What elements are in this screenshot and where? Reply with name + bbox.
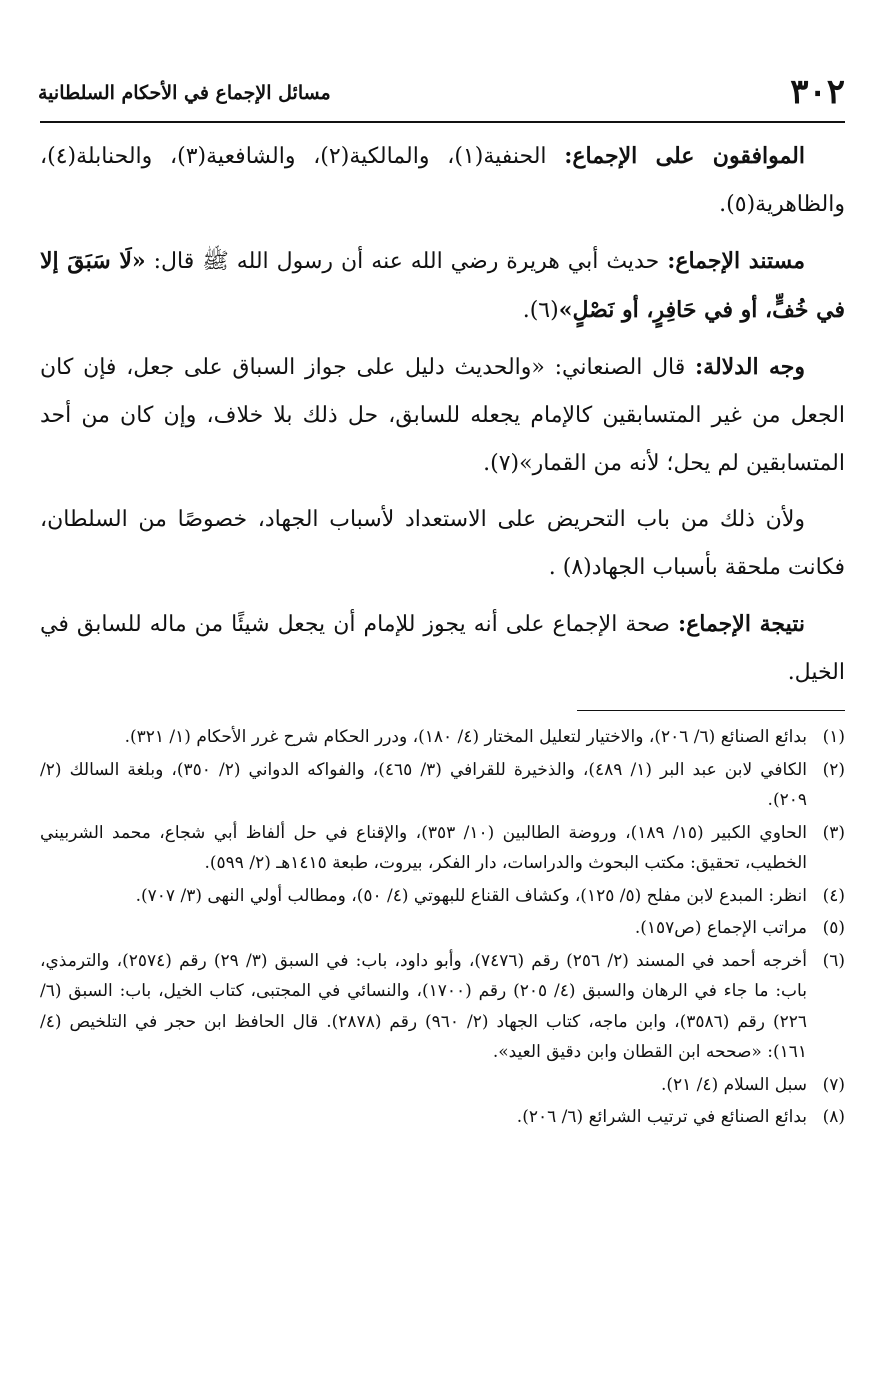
footnote-text: مراتب الإجماع (ص١٥٧). [634, 918, 807, 938]
paragraph-reasoning [40, 496, 845, 592]
footnote-number: (٧) [822, 1074, 845, 1095]
footnote-number: (١) [822, 727, 845, 747]
footnote [40, 1102, 845, 1133]
section-heading: وجه الدلالة: [695, 354, 805, 380]
running-title: مسائل الإجماع في الأحكام السلطانية [38, 82, 331, 104]
paragraph-text: حديث أبي هريرة رضي الله عنه أن رسول الله ﷺ قال: [153, 249, 660, 274]
footnote-number: (٢) [822, 759, 845, 780]
paragraph-text: قال الصنعاني: «والحديث دليل على جواز السباق على جعل، فإن كان الجعل من غير المتسابقين كالإمام يجعله للسابق، حل ذلك بلا خلاف، وإن كان من أحد المتسابقين لم يحل؛ لأنه من القمار»(٧). [40, 355, 845, 476]
paragraph-result [40, 600, 845, 697]
paragraph-text: صحة الإجماع على أنه يجوز للإمام أن يجعل شيئًا من ماله للسابق في الخيل. [40, 612, 845, 685]
footnote [40, 818, 845, 879]
footnote [40, 946, 845, 1068]
footnote-text: انظر: المبدع لابن مفلح (٥/ ١٢٥)، وكشاف القناع للبهوتي (٤/ ٥٠)، ومطالب أولي النهى (٣/ ٧٠٧). [135, 885, 807, 906]
footnote-text: الحاوي الكبير (١٥/ ١٨٩)، وروضة الطالبين (١٠/ ٣٥٣)، والإقناع في حل ألفاظ أبي شجاع، محمد الشربيني الخطيب، تحقيق: مكتب البحوث والدراسات، دار الفكر، بيروت، طبعة ١٤١٥هـ (٢/ ٥٩٩). [40, 822, 807, 873]
footnotes [40, 722, 845, 1135]
footnote-text: الكافي لابن عبد البر (١/ ٤٨٩)، والذخيرة للقرافي (٣/ ٤٦٥)، والفواكه الدواني (٢/ ٣٥٠)، وبلغة السالك (٢/ ٢٠٩). [40, 759, 807, 810]
footnote-text: سبل السلام (٤/ ٢١). [660, 1074, 807, 1095]
footnote-number: (٦) [822, 950, 845, 971]
paragraph-text: ولأن ذلك من باب التحريض على الاستعداد لأسباب الجهاد، خصوصًا من السلطان، فكانت ملحقة بأسباب الجهاد(٨) . [40, 507, 845, 580]
footnote [40, 755, 845, 816]
footnote-number: (٨) [822, 1107, 845, 1127]
footnote-ref: (٦). [522, 298, 559, 323]
footnote-text: بدائع الصنائع في ترتيب الشرائع (٦/ ٢٠٦). [516, 1107, 807, 1127]
paragraph-inference [40, 343, 845, 488]
paragraph-agreeing-schools [40, 132, 845, 229]
footnote-text: بدائع الصنائع (٦/ ٢٠٦)، والاختيار لتعليل المختار (٤/ ١٨٠)، ودرر الحكام شرح غرر الأحكام (١/ ٣٢١). [124, 727, 807, 747]
footnote-number: (٥) [822, 918, 845, 938]
paragraph-evidence [40, 237, 845, 335]
footnote-text: أخرجه أحمد في المسند (٢/ ٢٥٦) رقم (٧٤٧٦)، وأبو داود، باب: في السبق (٣/ ٢٩) رقم (٢٥٧٤)، والترمذي، باب: ما جاء في الرهان والسبق (٤/ ٢٠٥) رقم (١٧٠٠)، والنسائي في المجتبى، كتاب الخيل، باب: السبق (٦/ ٢٢٦) رقم (٣٥٨٦)، وابن ماجه، كتاب الجهاد (٢/ ٩٦٠) رقم (٢٨٧٨). قال الحافظ ابن حجر في التلخيص (٤/ ١٦١): «صححه ابن القطان وابن دقيق العيد». [40, 950, 807, 1062]
header-divider [40, 121, 845, 123]
section-heading: الموافقون على الإجماع: [564, 143, 805, 169]
main-text [40, 132, 845, 705]
hadith-quote: «لَا سَبَقَ إلا في خُفٍّ، أو في حَافِرٍ، أو نَصْلٍ» [40, 248, 845, 323]
paragraph-text: الحنفية(١)، والمالكية(٢)، والشافعية(٣)، والحنابلة(٤)، والظاهرية(٥). [40, 144, 845, 217]
footnote-number: (٤) [822, 885, 845, 906]
footnote [40, 913, 845, 944]
page-number: ٣٠٢ [790, 72, 845, 112]
footnote-divider [577, 710, 845, 711]
section-heading: نتيجة الإجماع: [678, 611, 806, 637]
page-header [38, 68, 845, 118]
footnote [40, 881, 845, 912]
section-heading: مستند الإجماع: [667, 248, 806, 274]
footnote [40, 1070, 845, 1101]
footnote-number: (٣) [822, 822, 845, 843]
footnote [40, 722, 845, 753]
